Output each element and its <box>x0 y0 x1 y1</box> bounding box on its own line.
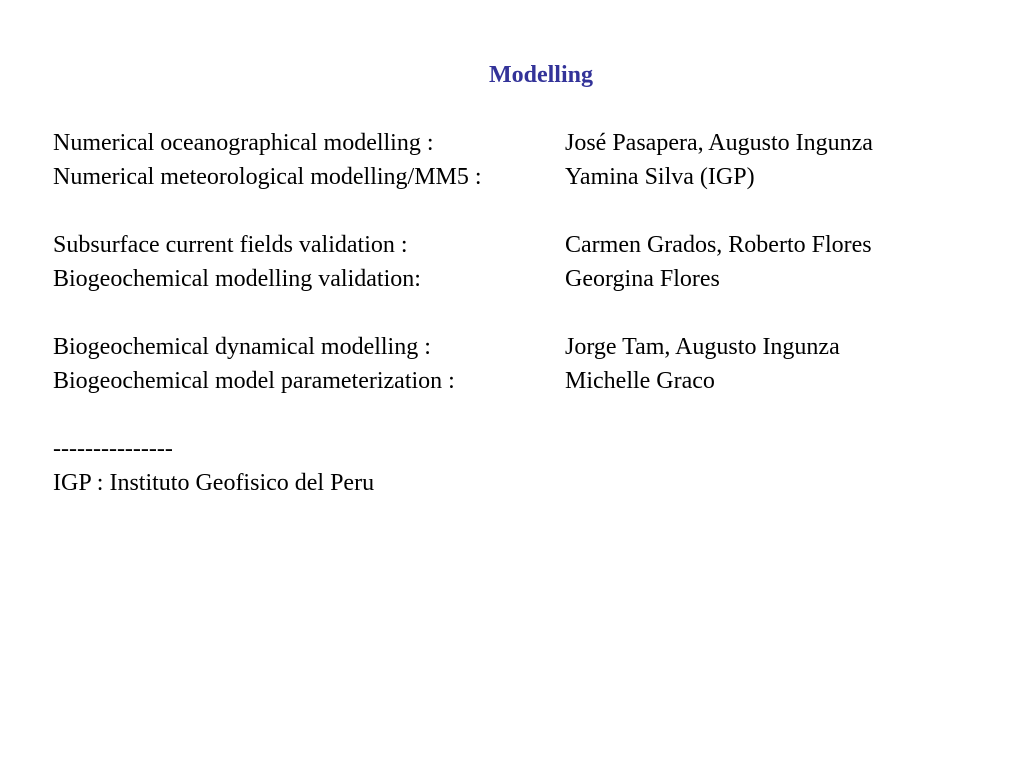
task-label: Biogeochemical dynamical modelling : <box>53 334 431 360</box>
separator-text: --------------- <box>53 436 173 462</box>
separator-line <box>53 432 993 466</box>
assignment-row <box>53 228 993 262</box>
assignment-row <box>53 364 993 398</box>
assignee-names: Georgina Flores <box>565 266 720 292</box>
slide-content <box>53 126 993 500</box>
group-spacer <box>53 296 993 330</box>
assignee-names: Yamina Silva (IGP) <box>565 164 755 190</box>
assignment-row <box>53 160 993 194</box>
assignee-names: Carmen Grados, Roberto Flores <box>565 232 872 258</box>
task-label: Numerical oceanographical modelling : <box>53 130 434 156</box>
slide-title: Modelling <box>488 62 593 88</box>
task-label: Biogeochemical model parameterization : <box>53 368 455 394</box>
footnote-text: IGP : Instituto Geofisico del Peru <box>53 470 375 496</box>
task-label: Subsurface current fields validation : <box>53 232 408 258</box>
assignment-row <box>53 126 993 160</box>
assignee-names: Jorge Tam, Augusto Ingunza <box>565 334 840 360</box>
group-spacer <box>53 194 993 228</box>
group-spacer <box>53 398 993 432</box>
assignment-row <box>53 330 993 364</box>
assignee-names: Michelle Graco <box>565 368 715 394</box>
task-label: Biogeochemical modelling validation: <box>53 266 421 292</box>
assignee-names: José Pasapera, Augusto Ingunza <box>565 130 873 156</box>
assignment-row <box>53 262 993 296</box>
task-label: Numerical meteorological modelling/MM5 : <box>53 164 482 190</box>
footnote-row <box>53 466 993 500</box>
